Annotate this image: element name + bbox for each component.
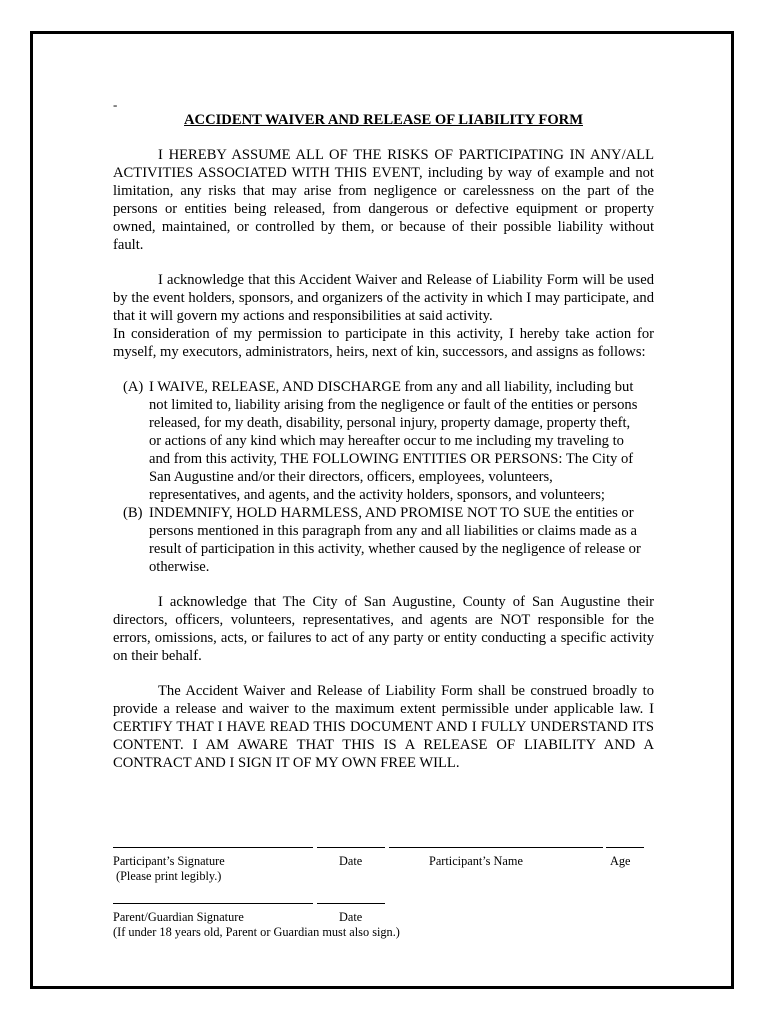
paragraph-spacer — [113, 361, 654, 378]
assumption-of-risk-paragraph: I HEREBY ASSUME ALL OF THE RISKS OF PARTICIPATING IN ANY/ALL ACTIVITIES ASSOCIATED WITH THIS EVENT, including by way of example and not limitation, any risks that may arise from negligence or carelessness on the part of the persons or entities being released, from dangerous or defective equipment or property owned, maintained, or controlled by them, or because of their possible liability without fault. — [113, 147, 654, 253]
guardian-date-label: Date — [339, 910, 363, 924]
clause-marker: (A) — [123, 379, 144, 395]
guardian-signature-line[interactable] — [113, 903, 313, 904]
paragraph-spacer — [113, 254, 654, 271]
participant-date-line[interactable] — [317, 847, 385, 848]
clause-list — [113, 378, 654, 576]
clause-text: INDEMNIFY, HOLD HARMLESS, AND PROMISE NOT TO SUE the entities or persons mentioned in this paragraph from any and all liabilities or claims made as a result of participation in this activity, whether caused by the negligence of release or otherwise. — [149, 505, 641, 575]
consideration-paragraph: In consideration of my permission to participate in this activity, I hereby take action for myself, my executors, administrators, heirs, next of kin, successors, and assigns as follows: — [113, 326, 654, 360]
document-title: ACCIDENT WAIVER AND RELEASE OF LIABILITY FORM — [184, 112, 583, 128]
participant-signature-line[interactable] — [113, 847, 313, 848]
guardian-date-line[interactable] — [317, 903, 385, 904]
guardian-requirement-note: (If under 18 years old, Parent or Guardian must also sign.) — [113, 925, 400, 939]
waiver-document — [113, 111, 654, 772]
paragraph-spacer — [113, 665, 654, 682]
stray-mark: - — [113, 97, 118, 112]
print-legibly-note: (Please print legibly.) — [116, 869, 222, 883]
guardian-signature-block — [113, 903, 653, 940]
participant-signature-label: Participant’s Signature — [113, 854, 225, 868]
clause-marker: (B) — [123, 505, 143, 521]
acknowledgment-paragraph: I acknowledge that this Accident Waiver and Release of Liability Form will be used by the event holders, sponsors, and organizers of the activity in which I may participate, and that it will govern my actions and responsibilities at said activity. — [113, 272, 654, 324]
paragraph-spacer — [113, 576, 654, 593]
clause-waive-release — [113, 378, 654, 504]
participant-date-label: Date — [339, 854, 363, 868]
participant-name-line[interactable] — [389, 847, 603, 848]
participant-signature-block — [113, 847, 653, 884]
participant-name-label: Participant’s Name — [429, 854, 523, 868]
clause-indemnify — [113, 504, 654, 576]
participant-age-label: Age — [610, 854, 631, 868]
certification-paragraph: The Accident Waiver and Release of Liability Form shall be construed broadly to provide a release and waiver to the maximum extent permissible under applicable law. I CERTIFY THAT I HAVE READ THIS DOCUMENT AND I FULLY UNDERSTAND ITS CONTENT. I AM AWARE THAT THIS IS A RELEASE OF LIABILITY AND A CONTRACT AND I SIGN IT OF MY OWN FREE WILL. — [113, 683, 654, 771]
participant-age-line[interactable] — [606, 847, 644, 848]
guardian-signature-label: Parent/Guardian Signature — [113, 910, 244, 924]
clause-text: I WAIVE, RELEASE, AND DISCHARGE from any and all liability, including but not limited to, liability arising from the negligence or fault of the entities or persons released, for my death, disability, personal injury, property damage, property theft, or actions of any kind which may hereafter occur to me including my traveling to and from this activity, THE FOLLOWING ENTITIES OR PERSONS: The City of San Augustine and/or their directors, officers, employees, volunteers, representatives, and agents, and the activity holders, sponsors, and volunteers; — [149, 379, 638, 503]
responsibility-paragraph: I acknowledge that The City of San Augustine, County of San Augustine their directors, officers, volunteers, representatives, and agents are NOT responsible for the errors, omissions, acts, or failures to act of any party or entity conducting a specific activity on their behalf. — [113, 594, 654, 664]
